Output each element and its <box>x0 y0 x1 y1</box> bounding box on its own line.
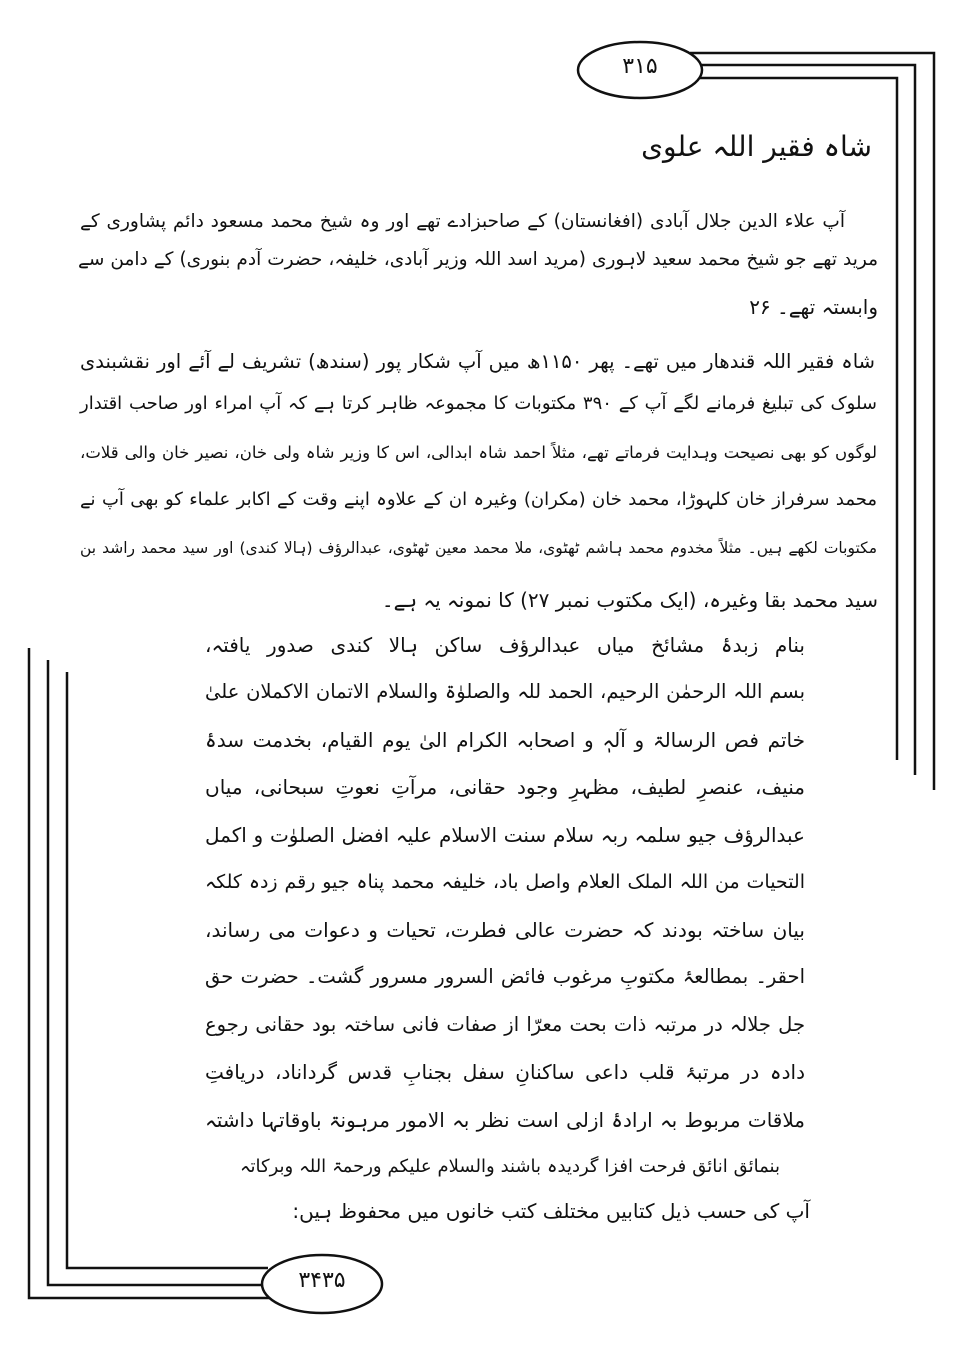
letter-line: بنام زبدۂ مشائخ میاں عبدالرؤف ساکن ہالا کندی صدور یافتہ، <box>205 633 805 657</box>
section-title: شاہ فقیر اللہ علوی <box>641 130 872 163</box>
paragraph2-line: شاہ فقیر اللہ قندھار میں تھے۔ پھر ۱۱۵۰ھ میں آپ شکار پور (سندھ) تشریف لے آئے اور نقشبندی <box>80 350 875 373</box>
paragraph1-line: مرید تھے جو شیخ محمد سعید لاہوری (مرید اسد اللہ وزیر آبادی، خلیفہ، حضرت آدم بنوری) کے دامن سے <box>78 249 878 270</box>
page-number-bottom: ۳۴۳۵ <box>298 1268 346 1293</box>
letter-line: بیان ساختہ بودند کہ حضرت عالی فطرت، تحیات و دعوات می رساند، <box>205 918 805 942</box>
letter-line: بنمائق انائق فرحت افزا گردیدہ باشند والسلام علیکم ورحمۃ اللہ وبرکاتہ <box>240 1156 780 1177</box>
letter-line: عبدالرؤف جیو سلمہ ربہ سلام سنت الاسلام علیہ افضل الصلوٰت و اکمل <box>205 823 805 847</box>
letter-line: التحیات من اللہ الملک العلام واصل باد، خلیفہ محمد پناہ جیو رقم زدہ کلکہ <box>205 871 805 893</box>
paragraph2-line: محمد سرفراز خان کلہوڑا، محمد خان (مکران) وغیرہ ان کے علاوہ اپنے وقت کے اکابر علماء کو بھی آپ نے <box>80 489 877 510</box>
letter-line: منیف، عنصرِ لطیف، مظہرِ وجود حقانی، مرآتِ نعوتِ سبحانی، میاں <box>205 775 805 799</box>
paragraph2-line: لوگوں کو بھی نصیحت وہدایت فرماتے تھے، مثلاً احمد شاہ ابدالی، اس کا وزیر شاہ ولی خان، نصیر خان والی قلات، <box>80 443 877 462</box>
page-number-top: ۳۱۵ <box>622 54 658 79</box>
paragraph1-line: آپ علاء الدین جلال آبادی (افغانستان) کے صاحبزادے تھے اور وہ شیخ محمد مسعود دائم پشاوری کے <box>80 211 845 232</box>
letter-line: جل جلالہ در مرتبہ ذات بحت معرّا از صفات فانی ساختہ بود حقانی رجوع <box>205 1013 805 1036</box>
letter-line: بسم اللہ الرحمٰن الرحیم، الحمد للہ والصلوٰۃ والسلام الاتمان الاکملان علیٰ <box>205 680 805 703</box>
paragraph1-line: وابستہ تھے۔ ۲۶ <box>749 295 878 319</box>
letter-line: ملاقات مربوط بہ ارادۂ ازلی است نظر بہ الامور مرہونۃ باوقاتہا داشتہ <box>205 1108 805 1132</box>
letter-line: دادہ در مرتبۂ قلب داعی ساکنانِ سفل بجنابِ قدس گرداناد، دریافتِ <box>205 1060 805 1084</box>
paragraph2-line: مکتوبات لکھے ہیں۔ مثلاً مخدوم محمد ہاشم ٹھٹوی، ملا محمد معین ٹھٹوی، عبدالرؤف (ہالا کندی) اور سید محمد راشد بن <box>80 539 877 557</box>
paragraph2-line: سید محمد بقا وغیرہ، (ایک مکتوب نمبر ۲۷) کا نمونہ یہ ہے۔ <box>381 588 878 612</box>
closing-line: آپ کی حسب ذیل کتابیں مختلف کتب خانوں میں محفوظ ہیں: <box>292 1199 810 1223</box>
letter-line: خاتم فص الرسالۃ و آلہٖ و اصحابہ الکرام الیٰ یوم القیام، بخدمت سدۂ <box>205 728 805 752</box>
letter-line: احقر۔ بمطالعۂ مکتوبِ مرغوب فائض السرور مسرور گشت۔ حضرت حق <box>205 965 805 988</box>
paragraph2-line: سلوک کی تبلیغ فرمانے لگے آپ کے ۳۹۰ مکتوبات کا مجموعہ ظاہر کرتا ہے کہ آپ امراء اور صاحب اقتدار <box>80 393 877 414</box>
